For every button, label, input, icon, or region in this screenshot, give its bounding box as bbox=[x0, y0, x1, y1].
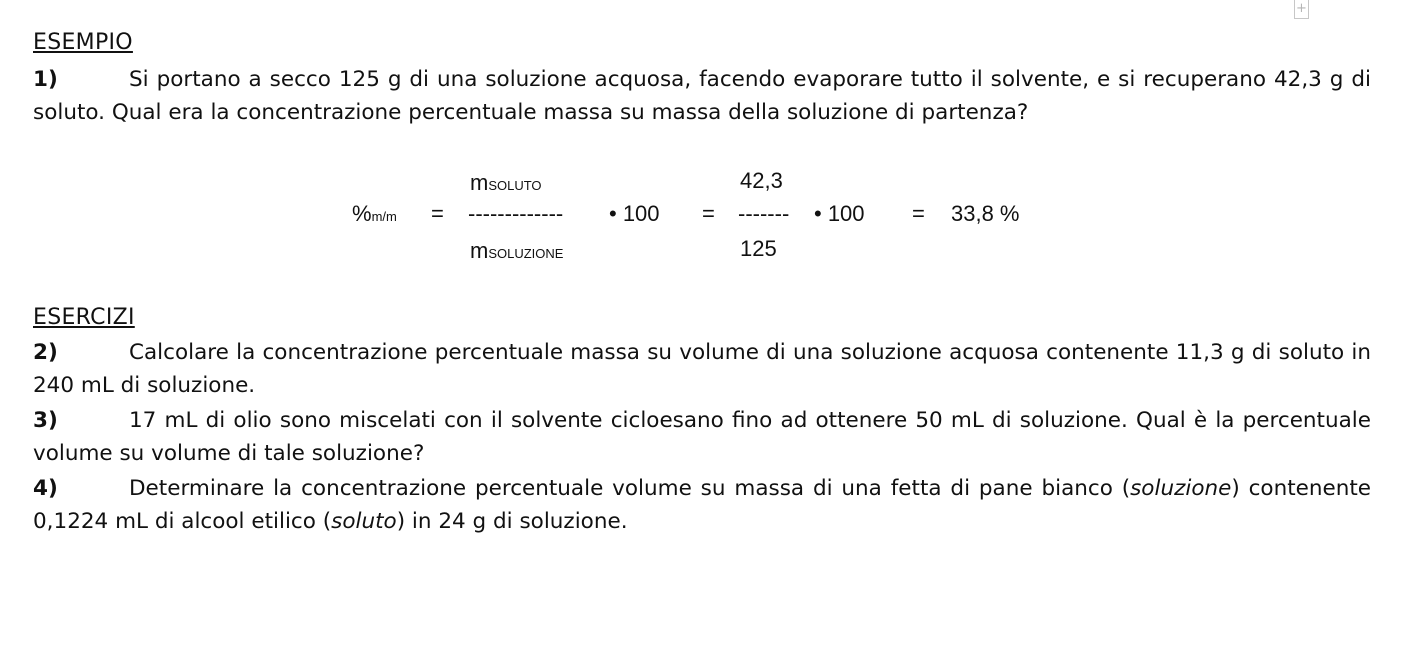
exercise-2 bbox=[33, 336, 1371, 402]
exercise-4-number: 4) bbox=[33, 476, 58, 501]
exercise-4-text-3: ) in 24 g di soluzione. bbox=[396, 509, 628, 534]
formula-frac1-numerator bbox=[470, 170, 542, 196]
exercise-2-text: Calcolare la concentrazione percentuale massa su volume di una soluzione acquosa contenente 11,3 g di soluto in 240 mL di soluzione. bbox=[33, 340, 1371, 398]
exercise-4-italic-2: soluto bbox=[331, 509, 397, 534]
formula-percent-symbol: % bbox=[352, 201, 372, 226]
formula-lhs-subscript: m/m bbox=[371, 209, 397, 224]
exercise-3-number: 3) bbox=[33, 408, 58, 433]
exercises-heading: ESERCIZI bbox=[33, 305, 135, 330]
formula-times-2: • 100 bbox=[814, 201, 865, 226]
exercise-2-number: 2) bbox=[33, 340, 58, 365]
formula-result: 33,8 % bbox=[951, 201, 1020, 226]
formula-eq-2: = bbox=[702, 201, 715, 226]
formula-frac1-num-m: m bbox=[470, 170, 489, 195]
formula-frac1-line: ------------- bbox=[468, 201, 564, 226]
exercise-3 bbox=[33, 404, 1371, 470]
formula-times-1: • 100 bbox=[609, 201, 660, 226]
exercise-3-text: 17 mL di olio sono miscelati con il solvente cicloesano fino ad ottenere 50 mL di soluzione. Qual è la percentuale volume su volume di tale soluzione? bbox=[33, 408, 1371, 466]
add-box-icon[interactable]: + bbox=[1294, 0, 1309, 19]
example-paragraph bbox=[33, 63, 1371, 129]
exercise-4-italic-1: soluzione bbox=[1130, 476, 1232, 501]
example-text: Si portano a secco 125 g di una soluzione acquosa, facendo evaporare tutto il solvente, e si recuperano 42,3 g di soluto. Qual era la concentrazione percentuale massa su massa della soluzione di partenza? bbox=[33, 67, 1371, 125]
formula-frac1-den-m: m bbox=[470, 238, 489, 263]
formula-frac2-line: ------- bbox=[738, 201, 790, 226]
exercise-4 bbox=[33, 472, 1371, 538]
formula-frac1-den-sub: SOLUZIONE bbox=[488, 246, 564, 261]
formula-lhs bbox=[352, 201, 397, 227]
formula-frac2-denominator: 125 bbox=[740, 236, 777, 261]
example-number: 1) bbox=[33, 67, 58, 92]
formula-eq-3: = bbox=[912, 201, 925, 226]
exercise-4-text-1: Determinare la concentrazione percentuale volume su massa di una fetta di pane bianco ( bbox=[129, 476, 1131, 501]
exercise-4-text-2: ) contenente 0,1224 mL di alcool etilico ( bbox=[33, 476, 1371, 534]
formula-frac1-denominator bbox=[470, 238, 563, 264]
formula-eq-1: = bbox=[431, 201, 444, 226]
example-heading: ESEMPIO bbox=[33, 30, 133, 55]
formula-frac1-num-sub: SOLUTO bbox=[488, 178, 542, 193]
formula-frac2-numerator: 42,3 bbox=[740, 168, 783, 193]
